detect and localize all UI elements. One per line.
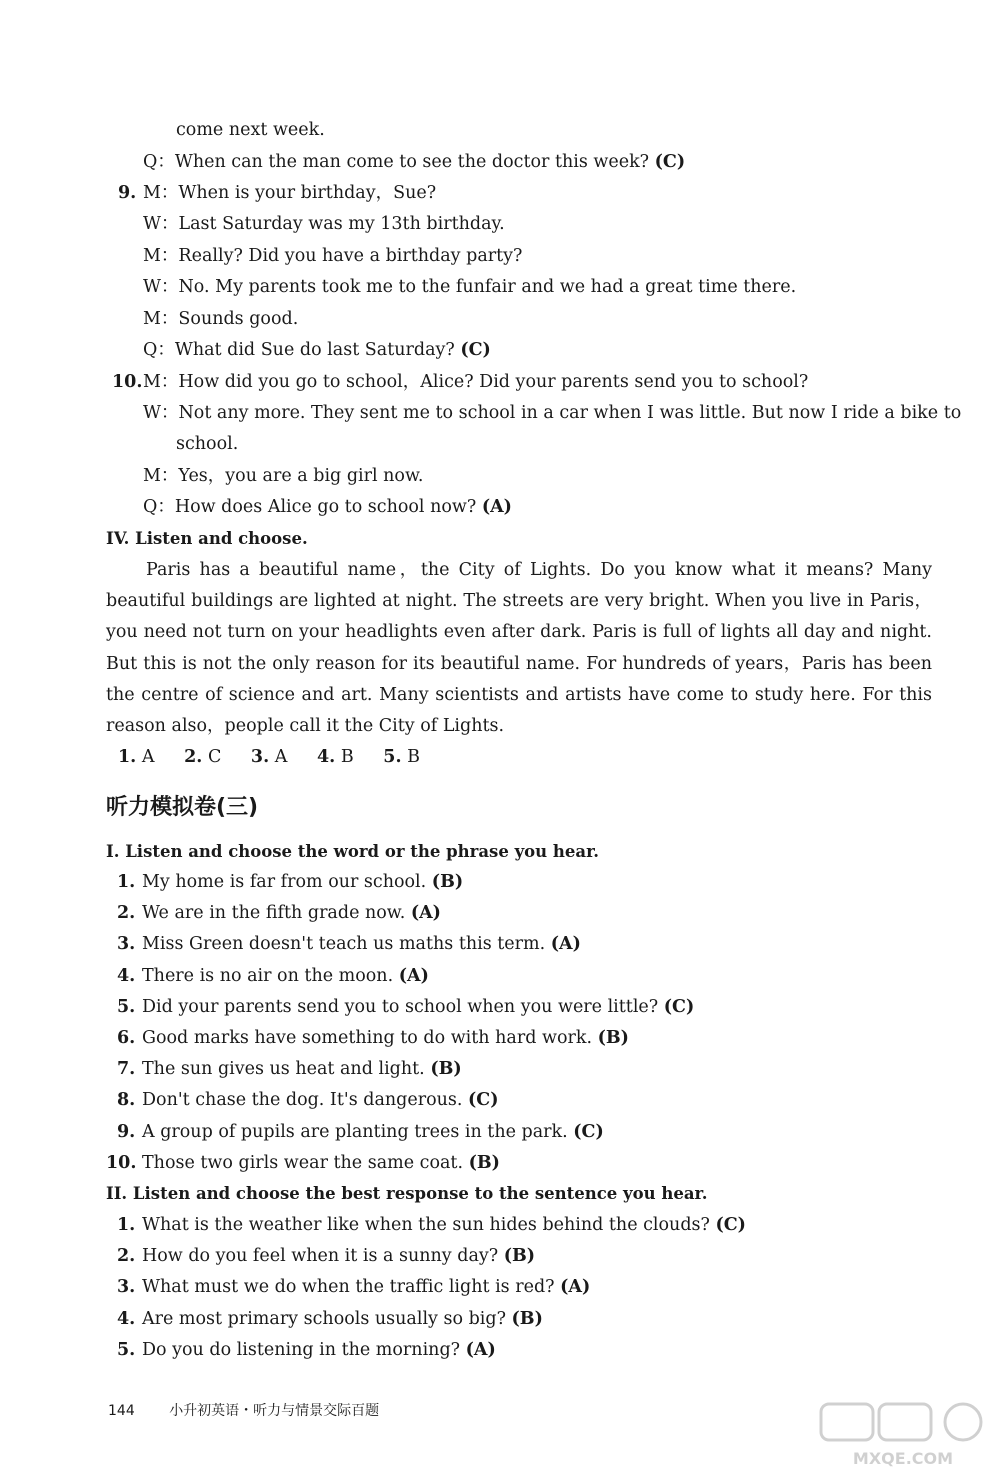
item-number: 3.: [250, 747, 270, 767]
answer-key: (A): [481, 497, 512, 517]
page-footer: [108, 1400, 379, 1420]
item-text: Did your parents send you to school when you were little?: [142, 996, 664, 1017]
list-item: [117, 964, 429, 988]
item-text: What must we do when the traffic light is red?: [142, 1277, 561, 1298]
list-item: [117, 901, 441, 925]
dialogue-line: come next week.: [176, 120, 325, 140]
passage: [106, 555, 932, 742]
passage-text: Paris has a beautiful name，the City of Lights. Do you know what it means? Many beautiful buildings are lighted at night. The streets are very bright. When you live in Paris，you need not turn on your headlights even after dark. Paris is full of lights all day and night. But this is not the only reason for its beautiful name. For hundreds of years，Paris has been the centre of science and art. Many scientists and artists have come to study here. For this reason also，people call it the City of Lights.: [106, 560, 932, 737]
item-text: Don't chase the dog. It's dangerous.: [142, 1090, 468, 1111]
answer-row: [118, 745, 420, 769]
item-number: 4.: [316, 747, 336, 767]
item-text: Miss Green doesn't teach us maths this term.: [142, 934, 551, 955]
answer-value: C: [207, 747, 222, 767]
page-number: 144: [108, 1403, 135, 1419]
answer-key: (A): [465, 1339, 496, 1360]
item-text: What is the weather like when the sun hides behind the clouds?: [142, 1215, 716, 1235]
watermark-text: MXQE.COM: [852, 1449, 954, 1468]
item-number: 4.: [117, 965, 136, 986]
dialogue-line: W：No. My parents took me to the funfair and we had a great time there.: [143, 277, 797, 297]
answer-value: B: [407, 747, 421, 767]
item-text: How do you feel when it is a sunny day?: [142, 1246, 504, 1267]
list-item: [117, 1307, 543, 1331]
item-number: 6.: [117, 1028, 136, 1048]
item-number: 2.: [117, 1246, 136, 1267]
dialogue-line: school.: [176, 434, 239, 454]
item-text: There is no air on the moon.: [142, 965, 399, 986]
item-text: Good marks have something to do with hard work.: [142, 1028, 598, 1048]
section-title: I. Listen and choose the word or the phrase you hear.: [106, 842, 600, 861]
item-number: 9.: [118, 183, 137, 203]
item-text: We are in the fifth grade now.: [142, 903, 411, 924]
answer-key: (B): [430, 1059, 462, 1080]
item-number: 7.: [117, 1059, 136, 1080]
item-text: A group of pupils are planting trees in the park.: [142, 1121, 574, 1142]
dialogue-line: M：How did you go to school，Alice? Did your parents send you to school?: [143, 372, 809, 392]
dialogue-line: W：Last Saturday was my 13th birthday.: [143, 214, 505, 234]
answer-key: (B): [511, 1308, 543, 1329]
answer-key: (B): [597, 1028, 629, 1048]
answer-key: (C): [460, 340, 491, 360]
list-item: [117, 1275, 590, 1299]
item-text: My home is far from our school.: [142, 872, 432, 892]
dialogue-line: M：Really? Did you have a birthday party?: [143, 246, 523, 266]
question-text: Q：What did Sue do last Saturday?: [143, 340, 461, 360]
section-title: II. Listen and choose the best response to the sentence you hear.: [106, 1184, 708, 1203]
item-10: [112, 370, 808, 394]
item-text: Are most primary schools usually so big?: [142, 1308, 512, 1329]
section-title: IV. Listen and choose.: [106, 529, 308, 548]
list-item: [117, 1244, 535, 1268]
item-number: 1.: [117, 872, 136, 892]
answer-key: (A): [410, 903, 441, 924]
question-text: Q：How does Alice go to school now?: [143, 497, 482, 517]
answer-key: (C): [573, 1121, 604, 1142]
list-item: [117, 1026, 629, 1050]
item-number: 2.: [184, 747, 203, 767]
item-number: 5.: [383, 747, 402, 767]
item-number: 3.: [117, 1277, 136, 1298]
question-line: [143, 495, 512, 519]
answer-key: (C): [654, 152, 686, 172]
item-number: 1.: [118, 747, 137, 767]
dialogue-line: M：Yes，you are a big girl now.: [143, 466, 424, 486]
answer-value: B: [340, 747, 354, 767]
item-text: The sun gives us heat and light.: [142, 1059, 431, 1080]
list-item: [117, 1120, 604, 1144]
item-number: 10.: [106, 1152, 137, 1173]
item-number: 1.: [117, 1215, 136, 1235]
book-title: 小升初英语・听力与情景交际百题: [169, 1403, 380, 1419]
answer-key: (A): [550, 934, 581, 955]
watermark-logo: [817, 1400, 992, 1470]
item-number: 2.: [117, 903, 136, 924]
list-item: [117, 1213, 746, 1237]
dialogue-line: M：When is your birthday，Sue?: [143, 183, 437, 203]
item-number: 3.: [117, 934, 136, 955]
answer-key: (B): [503, 1246, 536, 1267]
answer-key: (B): [431, 872, 464, 892]
item-9: [118, 181, 436, 205]
answer-key: (B): [468, 1152, 500, 1173]
answer-key: (C): [715, 1215, 746, 1235]
dialogue-line: M：Sounds good.: [143, 309, 299, 329]
answer-key: (A): [398, 965, 429, 986]
page-heading: 听力模拟卷(三): [106, 795, 259, 820]
item-number: 9.: [117, 1121, 136, 1142]
item-number: 10.: [112, 372, 143, 392]
dialogue-line: W：Not any more. They sent me to school in a car when I was little. But now I ride a bike to: [143, 403, 962, 423]
item-number: 5.: [117, 996, 136, 1017]
item-number: 5.: [117, 1339, 136, 1360]
question-text: Q：When can the man come to see the doctor this week?: [143, 152, 655, 172]
answer-value: A: [274, 747, 288, 767]
question-line: [143, 338, 491, 362]
list-item: [106, 1151, 500, 1175]
answer-key: (A): [560, 1277, 591, 1298]
list-item: [117, 870, 463, 894]
item-text: Those two girls wear the same coat.: [142, 1152, 469, 1173]
answer-value: A: [141, 747, 155, 767]
list-item: [117, 1088, 498, 1112]
list-item: [117, 932, 581, 956]
list-item: [117, 1338, 496, 1362]
item-number: 8.: [117, 1090, 136, 1111]
list-item: [117, 995, 694, 1019]
answer-key: (C): [663, 996, 695, 1017]
answer-key: (C): [467, 1090, 499, 1111]
question-line: [143, 150, 685, 174]
list-item: [117, 1057, 462, 1081]
item-text: Do you do listening in the morning?: [142, 1339, 466, 1360]
item-number: 4.: [117, 1308, 136, 1329]
